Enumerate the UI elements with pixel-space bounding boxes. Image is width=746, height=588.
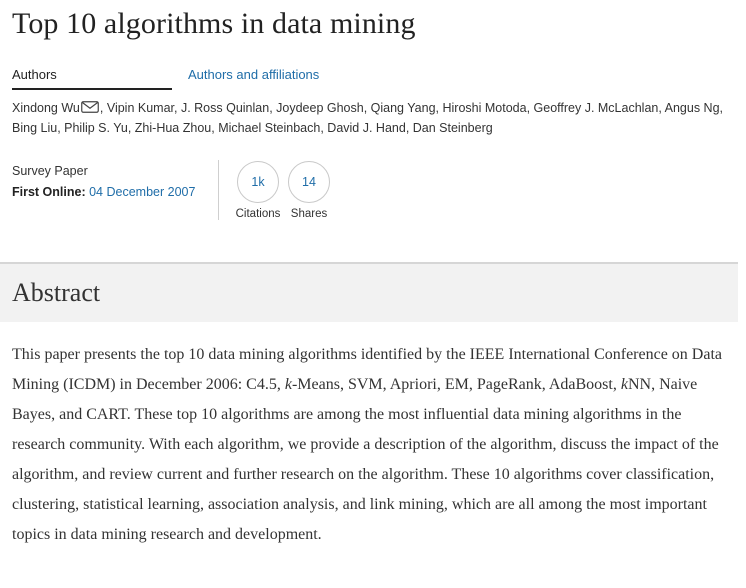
abstract-italic-k: k [284, 376, 292, 393]
citations-count[interactable]: 1k [237, 161, 279, 203]
abstract-body [12, 340, 734, 550]
abstract-header-band [0, 262, 738, 322]
first-online-date[interactable]: 04 December 2007 [89, 185, 196, 199]
abstract-heading: Abstract [12, 278, 101, 307]
meta-divider [218, 160, 219, 220]
author-link[interactable]: Philip S. Yu [64, 121, 128, 135]
author-list: Xindong Wu , Vipin Kumar, J. Ross Quinlan, Joydeep Ghosh, Qiang Yang, Hiroshi Motoda, Geoffrey J. McLachlan, Angus Ng, Bing Liu, Philip S. Yu, Zhi-Hua Zhou, Michael Steinbach, David J. Hand, Dan Steinberg [12, 101, 724, 135]
abstract-text-part: -Means, SVM, Apriori, EM, PageRank, AdaBoost, [291, 376, 621, 393]
mail-icon[interactable] [81, 101, 99, 113]
tab-authors[interactable]: Authors [12, 66, 172, 90]
abstract-text-part: This paper presents the top 10 data mining algorithms identified by the IEEE International Conference on Data Mining (ICDM) in December 2006: C4.5, [12, 346, 723, 393]
author-tabs [12, 64, 738, 90]
article-title: Top 10 algorithms in data mining [12, 7, 416, 40]
author-link[interactable]: Qiang Yang [370, 101, 436, 115]
article-meta [12, 161, 195, 203]
first-online-label: First Online: [12, 185, 86, 199]
author-link[interactable]: Xindong Wu [12, 101, 80, 115]
author-link[interactable]: Hiroshi Motoda [442, 101, 527, 115]
author-link[interactable]: Dan Steinberg [412, 121, 493, 135]
author-link[interactable]: Bing Liu [12, 121, 58, 135]
shares-metric [283, 161, 335, 221]
citations-label: Citations [235, 208, 281, 220]
shares-count[interactable]: 14 [288, 161, 330, 203]
article-type: Survey Paper [12, 164, 88, 178]
author-link[interactable]: Michael Steinbach [218, 121, 321, 135]
tab-authors-and-affiliations[interactable]: Authors and affiliations [188, 67, 320, 82]
citations-metric [232, 161, 284, 221]
author-link[interactable]: Zhi-Hua Zhou [134, 121, 212, 135]
abstract-italic-k: k [620, 376, 628, 393]
shares-label: Shares [290, 208, 328, 220]
author-link[interactable]: Geoffrey J. McLachlan [533, 101, 659, 115]
author-link[interactable]: J. Ross Quinlan [180, 101, 270, 115]
abstract-text-part: NN, Naive Bayes, and CART. These top 10 algorithms are among the most influential data mining algorithms in the research community. With each algorithm, we provide a description of the algorithm, discuss the impact of the algorithm, and review current and further research on the algorithm. These 10 algorithms cover classification, clustering, statistical learning, association analysis, and link mining, which are all among the most important topics in data mining research and development. [12, 376, 719, 543]
author-link[interactable]: David J. Hand [327, 121, 406, 135]
first-online [12, 182, 195, 203]
author-link[interactable]: Angus Ng [664, 101, 720, 115]
author-link[interactable]: Vipin Kumar [106, 101, 174, 115]
author-link[interactable]: Joydeep Ghosh [276, 101, 364, 115]
